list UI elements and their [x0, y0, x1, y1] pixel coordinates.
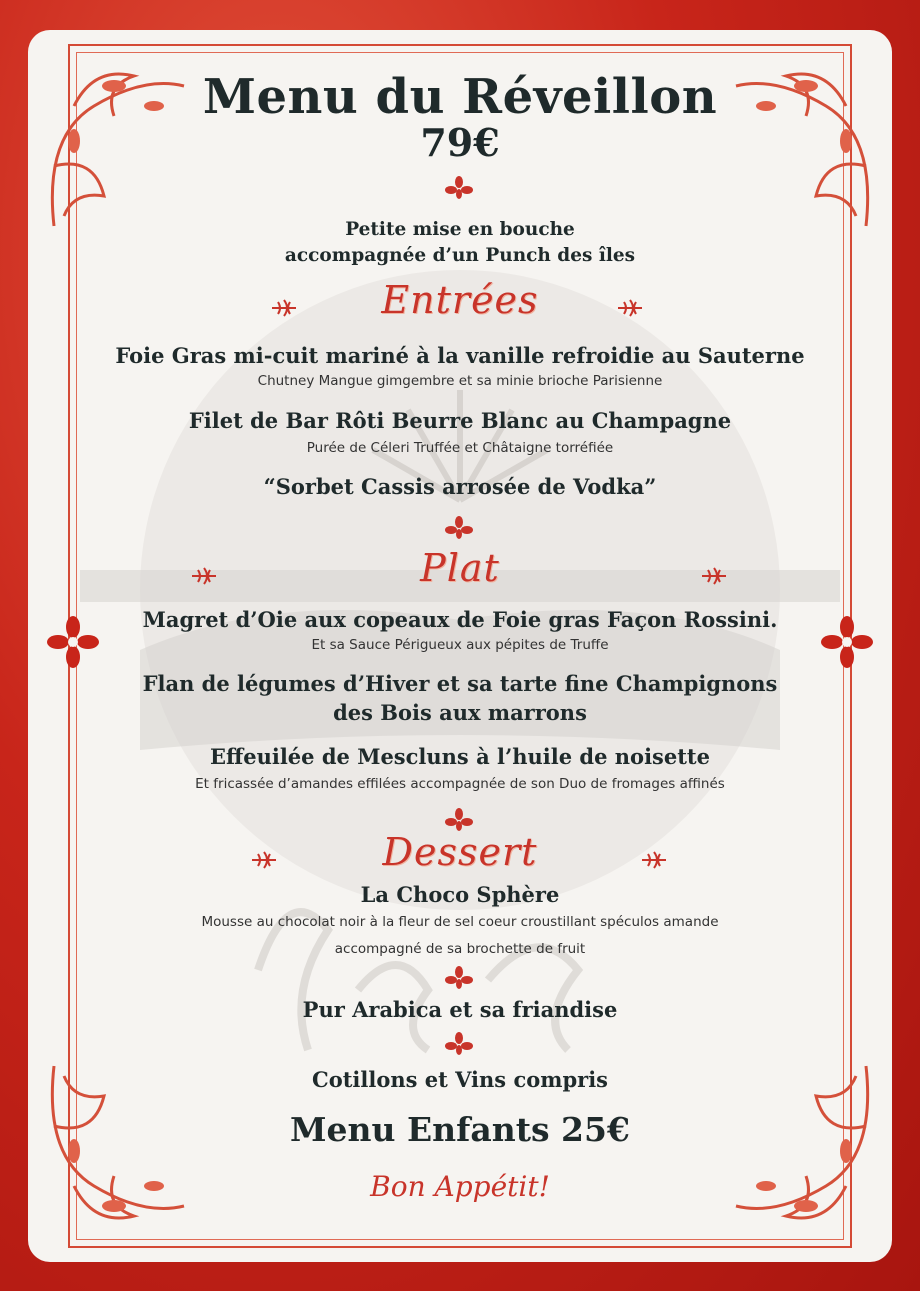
coffee-item: Pur Arabica et sa friandise: [302, 997, 618, 1022]
intro-line-1: Petite mise en bouche: [345, 219, 575, 240]
section-heading-dessert: Dessert: [382, 830, 538, 874]
section-heading-entrees: Entrées: [381, 278, 539, 322]
dessert-name: La Choco Sphère: [360, 882, 560, 907]
entree-1-desc: Chutney Mangue gimgembre et sa minie brioche Parisienne: [257, 373, 663, 389]
plat-3-desc: Et fricassée d’amandes effilées accompagnée de son Duo de fromages affinés: [195, 776, 725, 792]
extras-line: Cotillons et Vins compris: [312, 1067, 608, 1092]
flourish-right-icon: [640, 850, 668, 870]
flower-divider-icon: [444, 808, 474, 832]
entree-2-desc: Purée de Céleri Truffée et Châtaigne torréfiée: [306, 440, 614, 456]
flower-divider-icon: [444, 966, 474, 990]
entree-1-name: Foie Gras mi-cuit mariné à la vanille refroidie au Sauterne: [115, 343, 805, 368]
flower-divider-icon: [444, 176, 474, 200]
plat-1-name: Magret d’Oie aux copeaux de Foie gras Façon Rossini.: [142, 607, 778, 632]
entree-3-name: “Sorbet Cassis arrosée de Vodka”: [263, 474, 657, 499]
flower-divider-icon: [444, 1032, 474, 1056]
kids-menu: Menu Enfants 25€: [290, 1110, 630, 1149]
flourish-right-icon: [616, 298, 644, 318]
section-heading-plat: Plat: [420, 546, 500, 590]
flower-divider-icon: [444, 516, 474, 540]
plat-1-desc: Et sa Sauce Périgueux aux pépites de Truffe: [311, 637, 609, 653]
plat-2-name-line-2: des Bois aux marrons: [333, 700, 587, 725]
dessert-desc-line-1: Mousse au chocolat noir à la fleur de sel coeur croustillant spéculos amande: [201, 914, 719, 930]
closing-text: Bon Appétit!: [370, 1170, 550, 1203]
menu-card: [28, 30, 892, 1262]
menu-price: 79€: [420, 120, 500, 165]
intro-line-2: accompagnée d’un Punch des îles: [284, 245, 636, 266]
plat-2-name-line-1: Flan de légumes d’Hiver et sa tarte fine Champignons: [142, 671, 778, 696]
flourish-right-icon: [700, 566, 728, 586]
menu-title: Menu du Réveillon: [202, 69, 718, 125]
dessert-desc-line-2: accompagné de sa brochette de fruit: [334, 941, 586, 957]
entree-2-name: Filet de Bar Rôti Beurre Blanc au Champagne: [188, 408, 732, 433]
plat-3-name: Effeuilée de Mescluns à l’huile de noisette: [209, 744, 710, 769]
